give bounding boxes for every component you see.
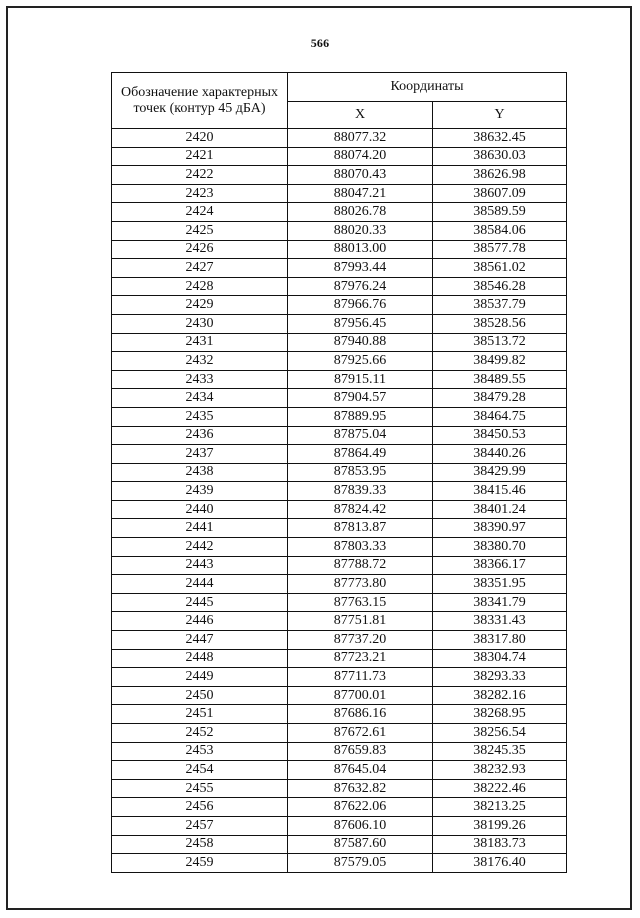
- table-row: [112, 240, 567, 259]
- y-coordinate-cell: 38199.26: [433, 816, 567, 835]
- point-id-cell: 2445: [112, 593, 288, 612]
- x-coordinate-cell: 87711.73: [288, 668, 433, 687]
- table-row: [112, 314, 567, 333]
- point-id-cell: 2436: [112, 426, 288, 445]
- x-coordinate-cell: 87763.15: [288, 593, 433, 612]
- y-coordinate-cell: 38415.46: [433, 482, 567, 501]
- x-coordinate-cell: 87839.33: [288, 482, 433, 501]
- x-coordinate-cell: 87587.60: [288, 835, 433, 854]
- y-coordinate-cell: 38268.95: [433, 705, 567, 724]
- table-row: [112, 816, 567, 835]
- point-id-cell: 2420: [112, 129, 288, 148]
- table-row: [112, 556, 567, 575]
- y-coordinate-cell: 38479.28: [433, 389, 567, 408]
- table-row: [112, 835, 567, 854]
- x-coordinate-cell: 87824.42: [288, 500, 433, 519]
- point-id-cell: 2427: [112, 259, 288, 278]
- x-coordinate-cell: 87737.20: [288, 631, 433, 650]
- x-coordinate-cell: 87956.45: [288, 314, 433, 333]
- table-row: [112, 352, 567, 371]
- point-id-cell: 2424: [112, 203, 288, 222]
- point-id-cell: 2433: [112, 370, 288, 389]
- point-id-cell: 2449: [112, 668, 288, 687]
- x-coordinate-cell: 87788.72: [288, 556, 433, 575]
- table-row: [112, 742, 567, 761]
- x-coordinate-cell: 87700.01: [288, 686, 433, 705]
- table-row: [112, 129, 567, 148]
- point-id-cell: 2452: [112, 724, 288, 743]
- table-row: [112, 370, 567, 389]
- y-coordinate-cell: 38256.54: [433, 724, 567, 743]
- header-x: X: [288, 102, 433, 129]
- y-coordinate-cell: 38537.79: [433, 296, 567, 315]
- y-coordinate-cell: 38632.45: [433, 129, 567, 148]
- x-coordinate-cell: 87966.76: [288, 296, 433, 315]
- point-id-cell: 2432: [112, 352, 288, 371]
- x-coordinate-cell: 87672.61: [288, 724, 433, 743]
- y-coordinate-cell: 38232.93: [433, 761, 567, 780]
- table-row: [112, 203, 567, 222]
- table-row: [112, 612, 567, 631]
- y-coordinate-cell: 38499.82: [433, 352, 567, 371]
- table-row: [112, 575, 567, 594]
- y-coordinate-cell: 38317.80: [433, 631, 567, 650]
- x-coordinate-cell: 87751.81: [288, 612, 433, 631]
- table-row: [112, 333, 567, 352]
- table-row: [112, 500, 567, 519]
- table-row: [112, 259, 567, 278]
- point-id-cell: 2446: [112, 612, 288, 631]
- point-id-cell: 2425: [112, 221, 288, 240]
- header-point-designation: Обозначение характерных точек (контур 45 дБА): [112, 73, 288, 129]
- table-row: [112, 649, 567, 668]
- point-id-cell: 2441: [112, 519, 288, 538]
- y-coordinate-cell: 38213.25: [433, 798, 567, 817]
- point-id-cell: 2458: [112, 835, 288, 854]
- header-y: Y: [433, 102, 567, 129]
- y-coordinate-cell: 38245.35: [433, 742, 567, 761]
- y-coordinate-cell: 38561.02: [433, 259, 567, 278]
- table-row: [112, 593, 567, 612]
- table-row: [112, 538, 567, 557]
- x-coordinate-cell: 87803.33: [288, 538, 433, 557]
- point-id-cell: 2426: [112, 240, 288, 259]
- x-coordinate-cell: 87925.66: [288, 352, 433, 371]
- point-id-cell: 2422: [112, 166, 288, 185]
- y-coordinate-cell: 38176.40: [433, 854, 567, 873]
- y-coordinate-cell: 38630.03: [433, 147, 567, 166]
- point-id-cell: 2438: [112, 463, 288, 482]
- table-row: [112, 779, 567, 798]
- point-id-cell: 2455: [112, 779, 288, 798]
- y-coordinate-cell: 38351.95: [433, 575, 567, 594]
- y-coordinate-cell: 38440.26: [433, 445, 567, 464]
- point-id-cell: 2447: [112, 631, 288, 650]
- table-row: [112, 184, 567, 203]
- table-row: [112, 389, 567, 408]
- y-coordinate-cell: 38450.53: [433, 426, 567, 445]
- x-coordinate-cell: 87645.04: [288, 761, 433, 780]
- point-id-cell: 2431: [112, 333, 288, 352]
- x-coordinate-cell: 87915.11: [288, 370, 433, 389]
- x-coordinate-cell: 88074.20: [288, 147, 433, 166]
- x-coordinate-cell: 87723.21: [288, 649, 433, 668]
- header-coordinates: Координаты: [288, 73, 567, 102]
- y-coordinate-cell: 38222.46: [433, 779, 567, 798]
- x-coordinate-cell: 88013.00: [288, 240, 433, 259]
- y-coordinate-cell: 38464.75: [433, 407, 567, 426]
- point-id-cell: 2421: [112, 147, 288, 166]
- y-coordinate-cell: 38589.59: [433, 203, 567, 222]
- table-row: [112, 445, 567, 464]
- point-id-cell: 2437: [112, 445, 288, 464]
- table-row: [112, 724, 567, 743]
- x-coordinate-cell: 87632.82: [288, 779, 433, 798]
- table-row: [112, 686, 567, 705]
- y-coordinate-cell: 38513.72: [433, 333, 567, 352]
- table-row: [112, 296, 567, 315]
- x-coordinate-cell: 87993.44: [288, 259, 433, 278]
- x-coordinate-cell: 87686.16: [288, 705, 433, 724]
- table-row: [112, 798, 567, 817]
- x-coordinate-cell: 87659.83: [288, 742, 433, 761]
- point-id-cell: 2451: [112, 705, 288, 724]
- table-row: [112, 426, 567, 445]
- y-coordinate-cell: 38341.79: [433, 593, 567, 612]
- x-coordinate-cell: 87940.88: [288, 333, 433, 352]
- point-id-cell: 2459: [112, 854, 288, 873]
- point-id-cell: 2456: [112, 798, 288, 817]
- table-row: [112, 277, 567, 296]
- point-id-cell: 2448: [112, 649, 288, 668]
- x-coordinate-cell: 87864.49: [288, 445, 433, 464]
- point-id-cell: 2453: [112, 742, 288, 761]
- table-row: [112, 407, 567, 426]
- table-row: [112, 761, 567, 780]
- y-coordinate-cell: 38331.43: [433, 612, 567, 631]
- table-row: [112, 668, 567, 687]
- point-id-cell: 2430: [112, 314, 288, 333]
- point-id-cell: 2439: [112, 482, 288, 501]
- point-id-cell: 2440: [112, 500, 288, 519]
- x-coordinate-cell: 87813.87: [288, 519, 433, 538]
- x-coordinate-cell: 87904.57: [288, 389, 433, 408]
- table-row: [112, 482, 567, 501]
- x-coordinate-cell: 87853.95: [288, 463, 433, 482]
- x-coordinate-cell: 87579.05: [288, 854, 433, 873]
- y-coordinate-cell: 38607.09: [433, 184, 567, 203]
- y-coordinate-cell: 38366.17: [433, 556, 567, 575]
- x-coordinate-cell: 88047.21: [288, 184, 433, 203]
- y-coordinate-cell: 38429.99: [433, 463, 567, 482]
- x-coordinate-cell: 87622.06: [288, 798, 433, 817]
- y-coordinate-cell: 38380.70: [433, 538, 567, 557]
- y-coordinate-cell: 38293.33: [433, 668, 567, 687]
- x-coordinate-cell: 87606.10: [288, 816, 433, 835]
- point-id-cell: 2428: [112, 277, 288, 296]
- page-number: 566: [310, 36, 330, 50]
- table-row: [112, 854, 567, 873]
- table-row: [112, 166, 567, 185]
- x-coordinate-cell: 88020.33: [288, 221, 433, 240]
- point-id-cell: 2444: [112, 575, 288, 594]
- x-coordinate-cell: 87889.95: [288, 407, 433, 426]
- y-coordinate-cell: 38183.73: [433, 835, 567, 854]
- x-coordinate-cell: 88026.78: [288, 203, 433, 222]
- point-id-cell: 2457: [112, 816, 288, 835]
- y-coordinate-cell: 38577.78: [433, 240, 567, 259]
- table-row: [112, 631, 567, 650]
- point-id-cell: 2423: [112, 184, 288, 203]
- point-id-cell: 2443: [112, 556, 288, 575]
- y-coordinate-cell: 38282.16: [433, 686, 567, 705]
- table-row: [112, 519, 567, 538]
- table-body: [112, 129, 567, 873]
- coordinates-table: [111, 72, 567, 873]
- y-coordinate-cell: 38528.56: [433, 314, 567, 333]
- point-id-cell: 2442: [112, 538, 288, 557]
- table-row: [112, 705, 567, 724]
- point-id-cell: 2434: [112, 389, 288, 408]
- table-row: [112, 221, 567, 240]
- x-coordinate-cell: 88077.32: [288, 129, 433, 148]
- table-row: [112, 147, 567, 166]
- x-coordinate-cell: 88070.43: [288, 166, 433, 185]
- point-id-cell: 2435: [112, 407, 288, 426]
- x-coordinate-cell: 87875.04: [288, 426, 433, 445]
- y-coordinate-cell: 38401.24: [433, 500, 567, 519]
- y-coordinate-cell: 38584.06: [433, 221, 567, 240]
- point-id-cell: 2429: [112, 296, 288, 315]
- y-coordinate-cell: 38546.28: [433, 277, 567, 296]
- y-coordinate-cell: 38489.55: [433, 370, 567, 389]
- y-coordinate-cell: 38390.97: [433, 519, 567, 538]
- table-row: [112, 463, 567, 482]
- y-coordinate-cell: 38304.74: [433, 649, 567, 668]
- y-coordinate-cell: 38626.98: [433, 166, 567, 185]
- x-coordinate-cell: 87773.80: [288, 575, 433, 594]
- x-coordinate-cell: 87976.24: [288, 277, 433, 296]
- point-id-cell: 2450: [112, 686, 288, 705]
- point-id-cell: 2454: [112, 761, 288, 780]
